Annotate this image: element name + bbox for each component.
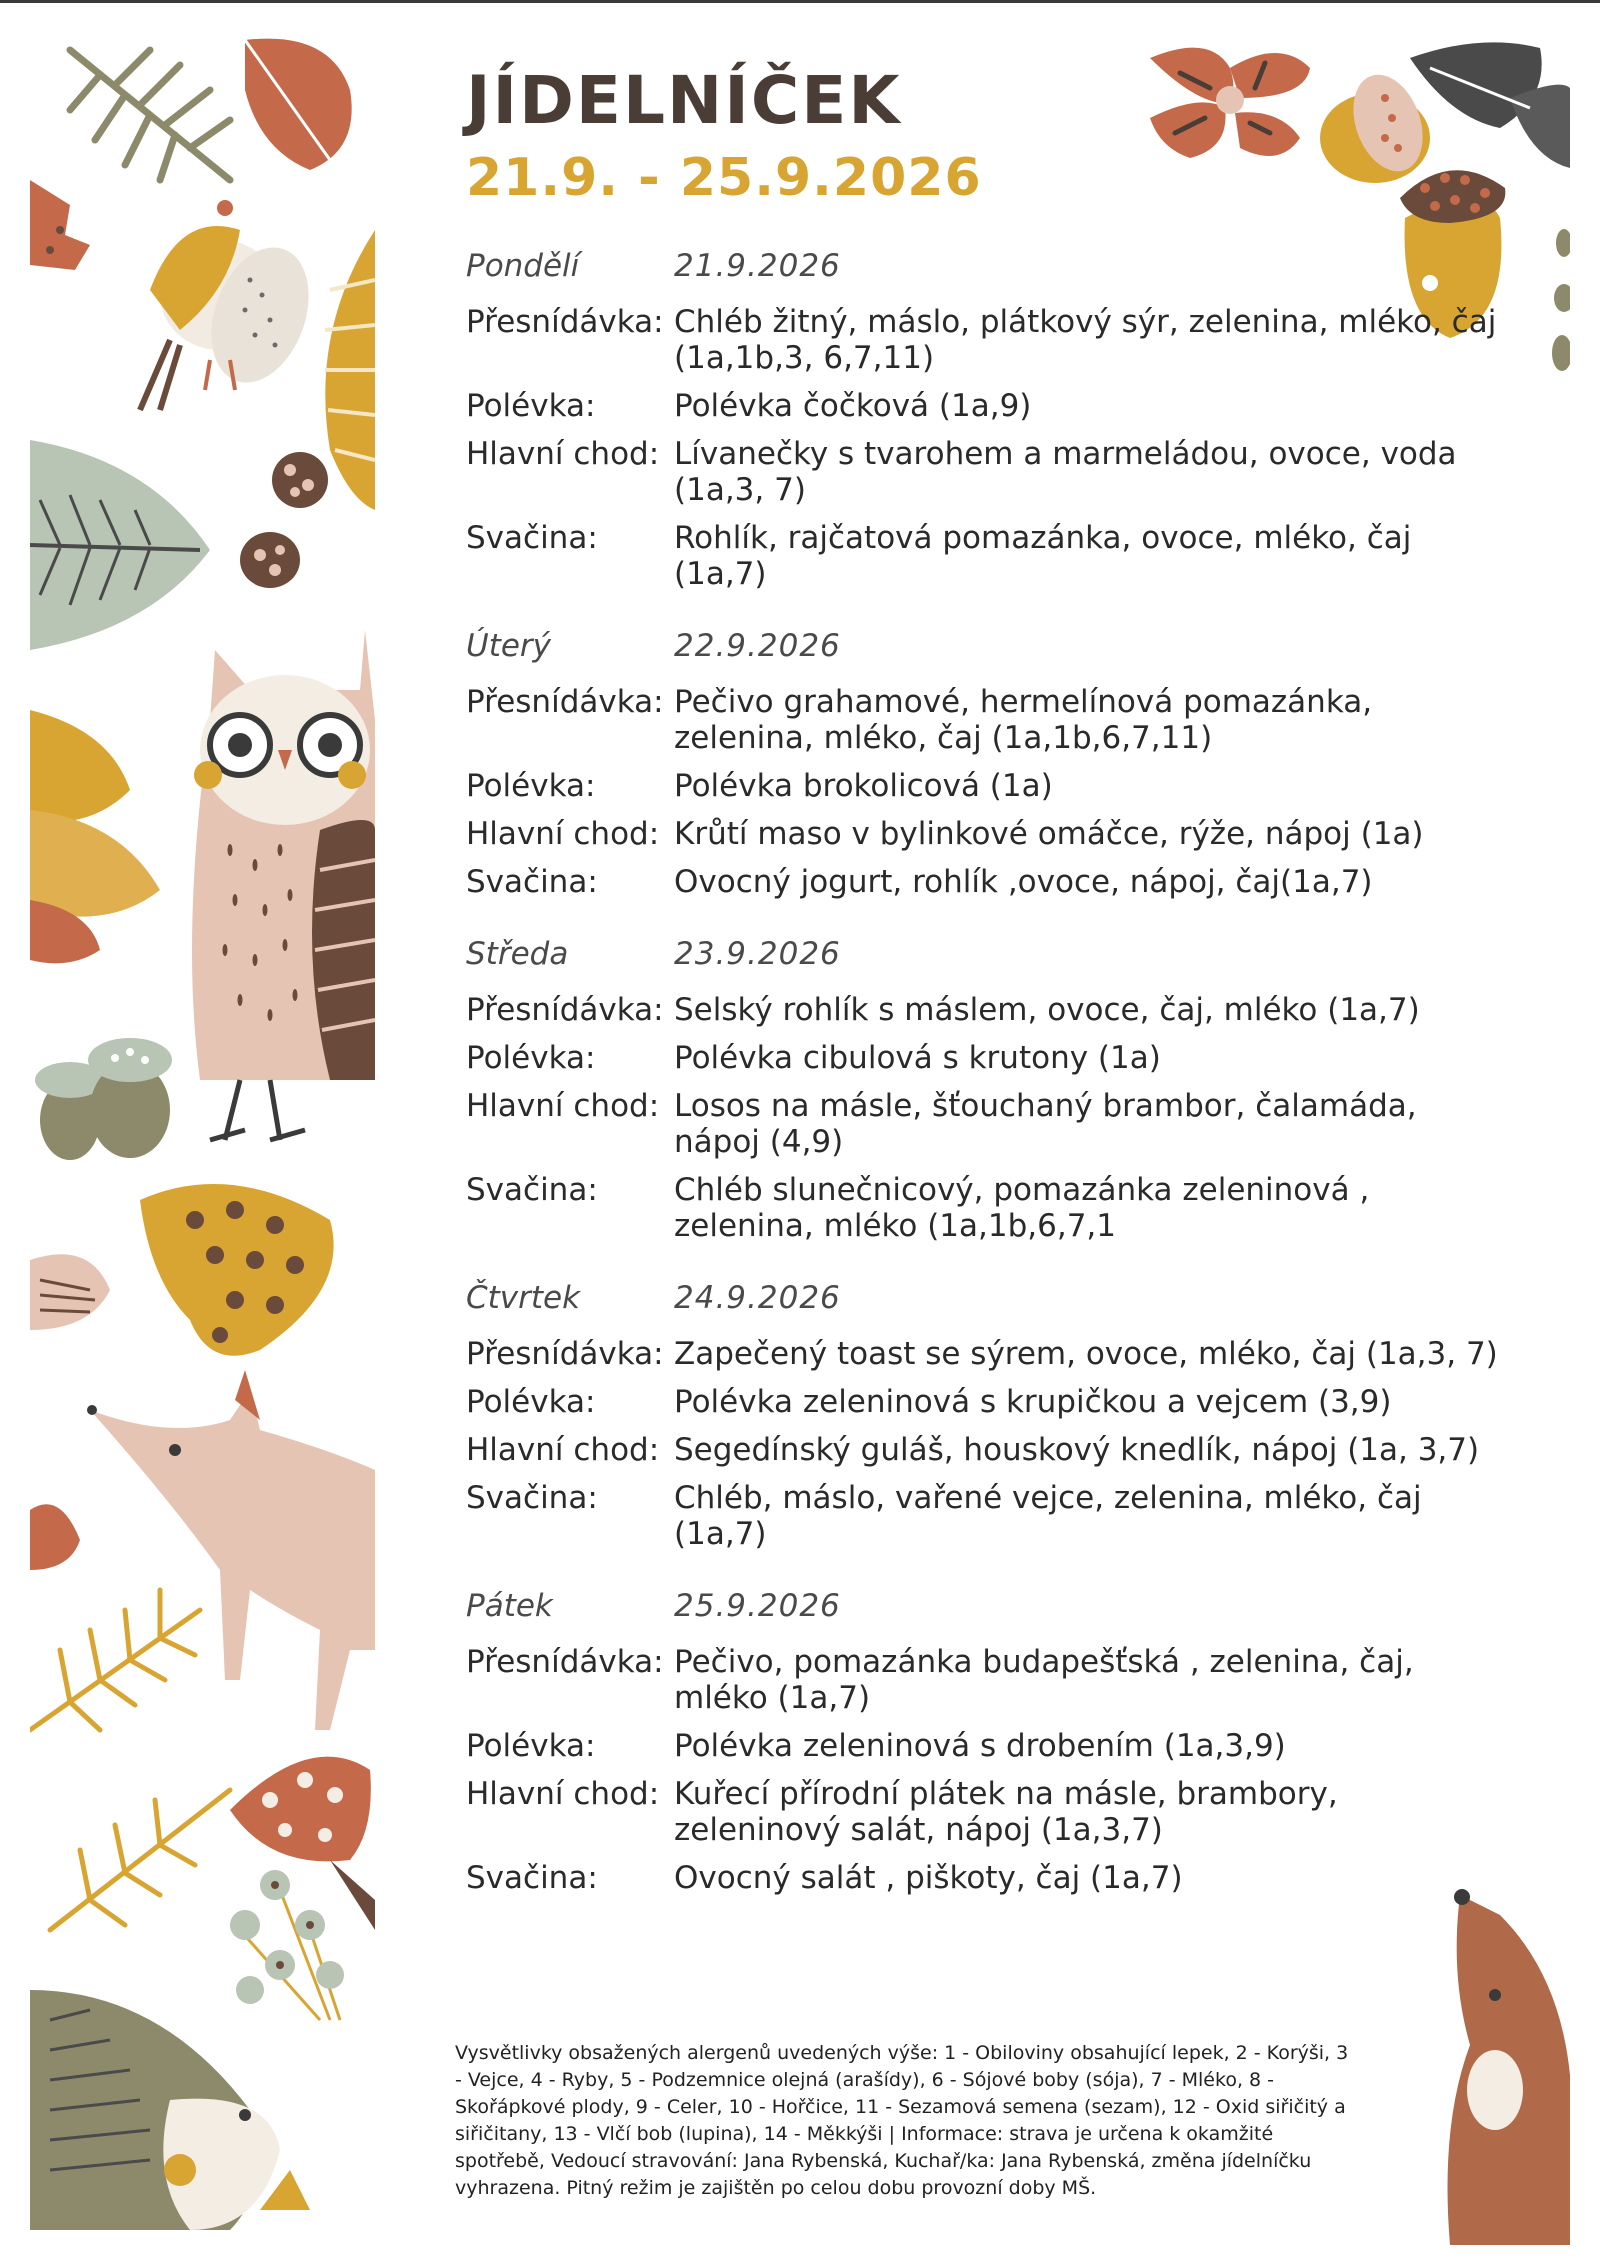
owl-icon — [192, 630, 375, 1140]
leaf-icon — [30, 810, 160, 917]
flower-icon — [1150, 48, 1310, 158]
meal-text: Polévka brokolicová (1a) — [674, 768, 1053, 804]
meal-row — [466, 436, 1506, 508]
meal-row — [466, 1480, 1506, 1552]
acorn-icon — [35, 1038, 172, 1160]
day-name: Čtvrtek — [466, 1280, 581, 1316]
meal-row — [466, 1776, 1506, 1848]
meal-label: Hlavní chod: — [466, 1432, 660, 1468]
meal-row — [466, 1384, 1506, 1420]
meal-label: Hlavní chod: — [466, 816, 660, 852]
meal-text: Pečivo grahamové, hermelínová pomazánka, zelenina, mléko, čaj (1a,1b,6,7,11) — [674, 684, 1373, 756]
leaf-icon — [30, 710, 130, 822]
day-date: 22.9.2026 — [674, 628, 841, 664]
meal-text: Chléb slunečnicový, pomazánka zeleninová , zelenina, mléko (1a,1b,6,7,1 — [674, 1172, 1370, 1244]
meal-label: Přesnídávka: — [466, 1644, 664, 1680]
day-name: Pondělí — [466, 248, 580, 284]
meal-text: Kuřecí přírodní plátek na másle, brambory, zeleninový salát, nápoj (1a,3,7) — [674, 1776, 1338, 1848]
day-date: 23.9.2026 — [674, 936, 841, 972]
meal-label: Přesnídávka: — [466, 1336, 664, 1372]
acorn-icon — [1320, 65, 1435, 183]
sage-leaf-icon — [30, 440, 210, 650]
meal-row — [466, 684, 1506, 756]
meal-label: Hlavní chod: — [466, 436, 660, 472]
meal-row — [466, 768, 1506, 804]
day-name: Středa — [466, 936, 569, 972]
leaf-icon — [30, 1504, 80, 1570]
shell-icon — [30, 1254, 110, 1330]
scan-edge — [0, 0, 1600, 3]
meal-label: Svačina: — [466, 1860, 598, 1896]
bottom-right-deer-illustration — [1440, 1875, 1580, 2245]
day-date: 21.9.2026 — [674, 248, 841, 284]
meal-row — [466, 520, 1506, 592]
meal-row — [466, 992, 1506, 1028]
meal-text: Polévka cibulová s krutony (1a) — [674, 1040, 1161, 1076]
mushroom-icon — [140, 1184, 334, 1356]
pine-branch-icon — [30, 1590, 230, 1930]
day-header — [466, 620, 1506, 684]
meal-text: Lívanečky s tvarohem a marmeládou, ovoce, voda (1a,3, 7) — [674, 436, 1457, 508]
day-thursday — [466, 1272, 1506, 1552]
fern-icon — [70, 50, 230, 180]
meal-row — [466, 1172, 1506, 1244]
meal-label: Svačina: — [466, 1172, 598, 1208]
day-header — [466, 1580, 1506, 1644]
leaf-icon — [1510, 85, 1570, 168]
meal-label: Svačina: — [466, 864, 598, 900]
berries-icon — [1552, 229, 1570, 371]
berries-icon — [230, 1870, 344, 2020]
meal-row — [466, 304, 1506, 376]
day-monday — [466, 240, 1506, 592]
meal-label: Přesnídávka: — [466, 304, 664, 340]
meal-text: Ovocný jogurt, rohlík ,ovoce, nápoj, čaj(1a,7) — [674, 864, 1373, 900]
day-date: 24.9.2026 — [674, 1280, 841, 1316]
day-friday — [466, 1580, 1506, 1896]
date-range: 21.9. - 25.9.2026 — [466, 148, 982, 208]
leaf-icon — [245, 39, 352, 170]
fox-icon — [87, 1370, 375, 1730]
meal-row — [466, 1040, 1506, 1076]
meal-label: Polévka: — [466, 1384, 596, 1420]
hedgehog-icon — [30, 1990, 310, 2230]
allergen-footnote: Vysvětlivky obsažených alergenů uvedených výše: 1 - Obiloviny obsahující lepek, 2 - Korýši, 3 - Vejce, 4 - Ryby, 5 - Podzemnice olejná (arašídy), 6 - Sójové boby (sója), 7 - Mléko, 8 - Skořápkové plody, 9 - Celer, 10 - Hořčice, 11 - Sezamová semena (sezam), 12 - Oxid siřičitý a siřičitany, 13 - Vlčí bob (lupina), 14 - Měkkýši | Informace: strava je určena k okamžité spotřebě, Vedoucí stravování: Jana Rybenská, Kuchař/ka: Jana Rybenská, změna jídelníčku vyhrazena. Pitný režim je zajištěn po celou dobu provozní doby MŠ. — [455, 2042, 1349, 2199]
meal-row — [466, 816, 1506, 852]
day-name: Pátek — [466, 1588, 553, 1624]
weekly-menu — [466, 240, 1506, 1924]
meal-text: Segedínský guláš, houskový knedlík, nápoj (1a, 3,7) — [674, 1432, 1480, 1468]
meal-label: Přesnídávka: — [466, 992, 664, 1028]
meal-label: Hlavní chod: — [466, 1776, 660, 1812]
meal-text: Krůtí maso v bylinkové omáčce, rýže, nápoj (1a) — [674, 816, 1424, 852]
meal-text: Chléb, máslo, vařené vejce, zelenina, mléko, čaj (1a,7) — [674, 1480, 1422, 1552]
meal-row — [466, 1644, 1506, 1716]
meal-row — [466, 388, 1506, 424]
meal-label: Svačina: — [466, 1480, 598, 1516]
meal-label: Polévka: — [466, 1728, 596, 1764]
meal-text: Ovocný salát , piškoty, čaj (1a,7) — [674, 1860, 1183, 1896]
meal-text: Polévka zeleninová s drobením (1a,3,9) — [674, 1728, 1286, 1764]
meal-text: Polévka zeleninová s krupičkou a vejcem (3,9) — [674, 1384, 1392, 1420]
meal-label: Polévka: — [466, 1040, 596, 1076]
bird-icon — [140, 200, 326, 410]
meal-text: Zapečený toast se sýrem, ovoce, mléko, čaj (1a,3, 7) — [674, 1336, 1498, 1372]
day-header — [466, 240, 1506, 304]
page-title: JÍDELNÍČEK — [466, 62, 902, 139]
day-header — [466, 1272, 1506, 1336]
left-autumn-illustration — [30, 30, 375, 2230]
meal-text: Selský rohlík s máslem, ovoce, čaj, mléko (1a,7) — [674, 992, 1420, 1028]
meal-label: Přesnídávka: — [466, 684, 664, 720]
day-header — [466, 928, 1506, 992]
meal-row — [466, 1336, 1506, 1372]
day-tuesday — [466, 620, 1506, 900]
meal-text: Rohlík, rajčatová pomazánka, ovoce, mléko, čaj (1a,7) — [674, 520, 1412, 592]
meal-label: Svačina: — [466, 520, 598, 556]
meal-text: Polévka čočková (1a,9) — [674, 388, 1032, 424]
day-wednesday — [466, 928, 1506, 1244]
day-name: Úterý — [466, 628, 552, 664]
day-date: 25.9.2026 — [674, 1588, 841, 1624]
seed-icon — [240, 452, 328, 588]
meal-row — [466, 1860, 1506, 1896]
meal-text: Pečivo, pomazánka budapešťská , zelenina, čaj, mléko (1a,7) — [674, 1644, 1414, 1716]
meal-text: Losos na másle, šťouchaný brambor, čalamáda, nápoj (4,9) — [674, 1088, 1417, 1160]
meal-text: Chléb žitný, máslo, plátkový sýr, zelenina, mléko, čaj (1a,1b,3, 6,7,11) — [674, 304, 1497, 376]
meal-label: Hlavní chod: — [466, 1088, 660, 1124]
meal-row — [466, 1728, 1506, 1764]
meal-row — [466, 864, 1506, 900]
deer-icon — [1448, 1889, 1571, 2245]
meal-row — [466, 1432, 1506, 1468]
meal-label: Polévka: — [466, 768, 596, 804]
meal-row — [466, 1088, 1506, 1160]
leaf-icon — [30, 180, 90, 270]
meal-label: Polévka: — [466, 388, 596, 424]
toadstool-icon — [230, 1757, 375, 1930]
